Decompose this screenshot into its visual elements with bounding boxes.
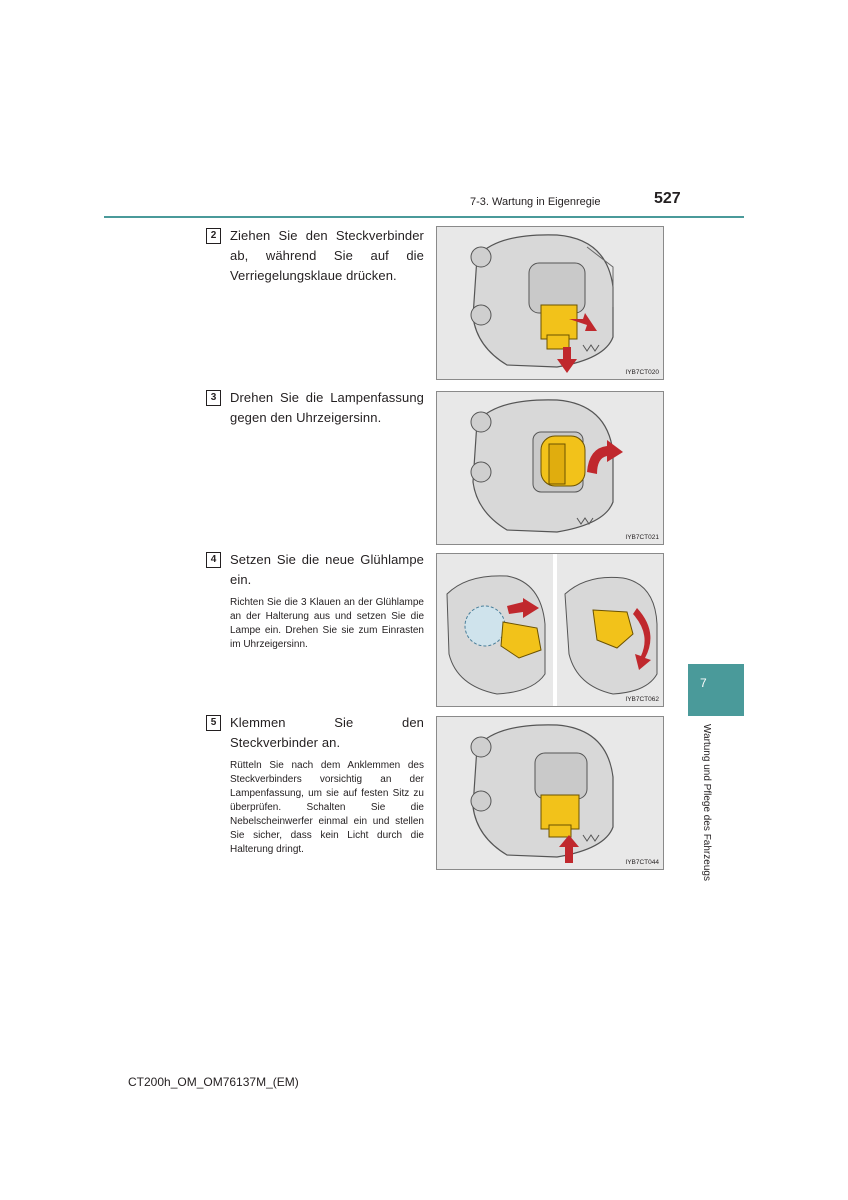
section-title: 7-3. Wartung in Eigenregie bbox=[470, 196, 601, 208]
step-2 bbox=[206, 226, 424, 286]
header-rule bbox=[104, 216, 744, 218]
step-title: Drehen Sie die Lampenfassung gegen den Uhrzeigersinn. bbox=[230, 390, 424, 425]
figure-code: IYB7CT020 bbox=[625, 369, 659, 376]
figure-step-3 bbox=[436, 391, 664, 545]
step-number: 4 bbox=[206, 552, 221, 568]
figure-code: IYB7CT062 bbox=[625, 696, 659, 703]
step-3 bbox=[206, 388, 424, 428]
step-note: Richten Sie die 3 Klauen an der Glühlampe an der Halterung aus und setzen Sie die Lampe ein. Drehen Sie sie zum Einrasten im Uhrzeigersinn. bbox=[230, 597, 424, 650]
step-note: Rütteln Sie nach dem Anklemmen des Steckverbinders vorsichtig an der Lampenfassung, um sie auf festen Sitz zu überprüfen. Schalten Sie die Nebelscheinwerfer einmal ein und stellen Sie sicher, dass kein Licht durch die Halterung dringt. bbox=[230, 760, 424, 855]
fog-lamp-illustration bbox=[437, 717, 663, 869]
step-title: Setzen Sie die neue Glühlampe ein. bbox=[230, 552, 424, 587]
step-title: Ziehen Sie den Steckverbinder ab, während Sie auf die Verriegelungsklaue drücken. bbox=[230, 228, 424, 283]
fog-lamp-illustration bbox=[437, 392, 663, 544]
page-number: 527 bbox=[654, 190, 681, 207]
fog-lamp-illustration-pair bbox=[437, 554, 663, 706]
step-5 bbox=[206, 713, 424, 857]
step-number: 5 bbox=[206, 715, 221, 731]
step-4 bbox=[206, 550, 424, 652]
footer-doc-code: CT200h_OM_OM76137M_(EM) bbox=[128, 1075, 299, 1089]
figure-code: IYB7CT044 bbox=[625, 859, 659, 866]
chapter-tab bbox=[688, 664, 744, 716]
step-number: 3 bbox=[206, 390, 221, 406]
figure-step-2 bbox=[436, 226, 664, 380]
figure-code: IYB7CT021 bbox=[625, 534, 659, 541]
figure-step-5 bbox=[436, 716, 664, 870]
step-title: Klemmen Sie den Steckverbinder an. bbox=[230, 715, 424, 750]
step-number: 2 bbox=[206, 228, 221, 244]
chapter-number: 7 bbox=[700, 676, 707, 690]
fog-lamp-illustration bbox=[437, 227, 663, 379]
figure-step-4 bbox=[436, 553, 664, 707]
chapter-title: Wartung und Pflege des Fahrzeugs bbox=[701, 724, 712, 881]
